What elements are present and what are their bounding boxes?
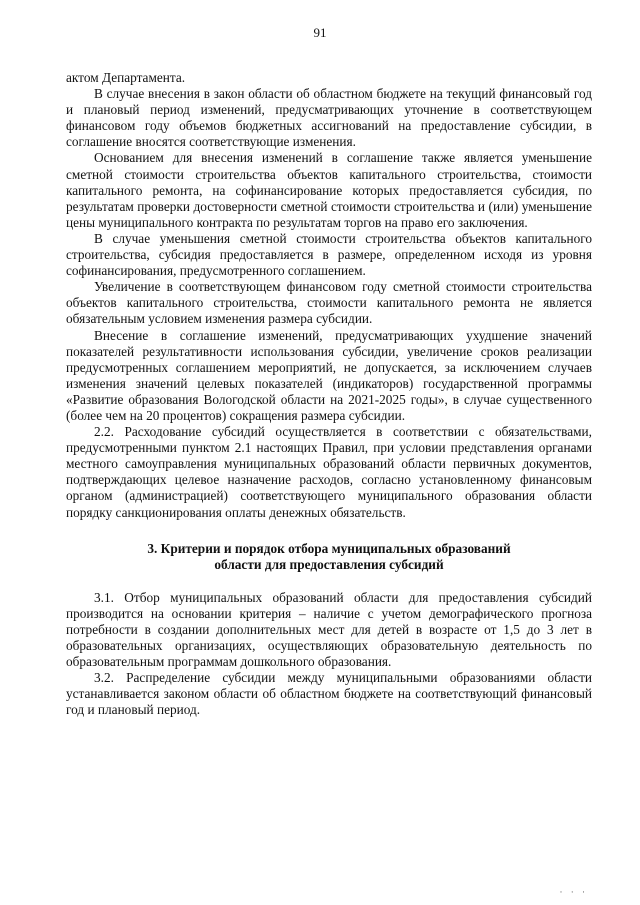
paragraph-budget-law-changes: В случае внесения в закон области об областном бюджете на текущий финансовый год и плановый период изменений, предусматривающих уточнение в соответствующем финансовом году объемов бюджетных ассигнований на предоставление субсидии, в соглашение вносятся соответствующие изменения. [66,86,592,150]
paragraph-grounds-for-changes: Основанием для внесения изменений в соглашение также является уменьшение сметной стоимости строительства объектов капитального строительства, стоимости капитального ремонта, на софинансирование которых предоставляется субсидия, по результатам проверки достоверности сметной стоимости строительства и (или) уменьшение цены муниципального контракта по результатам торгов на право его заключения. [66,150,592,230]
page-number: 91 [313,25,327,40]
paragraph-continuation: актом Департамента. [66,70,186,85]
section-3-heading [66,541,592,574]
section-3-heading-line-2: области для предоставления субсидий [214,557,444,573]
paragraph-2-2-spending: 2.2. Расходование субсидий осуществляется в соответствии с обязательствами, предусмотренными пунктом 2.1 настоящих Правил, при условии представления органами местного самоуправления муниципальных образований области первичных документов, подтверждающих целевое назначение расходов, согласно установленному финансовым органом (администрацией) соответствующего муниципального образования области порядку санкционирования оплаты денежных обязательств. [66,424,592,520]
section-3-heading-line-1: 3. Критерии и порядок отбора муниципальных образований [147,540,511,556]
document-body [66,70,592,718]
paragraph-3-1-selection: 3.1. Отбор муниципальных образований области для предоставления субсидий производится на основании критерия – наличие с учетом демографического прогноза потребности в создании дополнительных мест для детей в возрасте от 1,5 до 3 лет в образовательных организациях, осуществляющих образовательную деятельность по образовательным программам дошкольного образования. [66,589,592,669]
paragraph-worsening-indicators: Внесение в соглашение изменений, предусматривающих ухудшение значений показателей результативности использования субсидии, увеличение сроков реализации предусмотренных соглашением мероприятий, не допускается, за исключением случаев изменения значений целевых показателей (индикаторов) государственной программы «Развитие образования Вологодской области на 2021-2025 годы», в случае существенного (более чем на 20 процентов) сокращения размера субсидии. [66,327,592,423]
paragraph-cost-increase: Увеличение в соответствующем финансовом году сметной стоимости строительства объектов капитального строительства, стоимости капитального ремонта не является обязательным условием изменения размера субсидии. [66,279,592,327]
scan-marks: · · · [559,887,588,897]
paragraph-3-2-distribution: 3.2. Распределение субсидии между муниципальными образованиями области устанавливается законом области об областном бюджете на соответствующий финансовый год и плановый период. [66,670,592,718]
paragraph-cost-reduction: В случае уменьшения сметной стоимости строительства объектов капитального строительства, субсидия предоставляется в размере, определенном исходя из уровня софинансирования, предусмотренного соглашением. [66,230,592,279]
